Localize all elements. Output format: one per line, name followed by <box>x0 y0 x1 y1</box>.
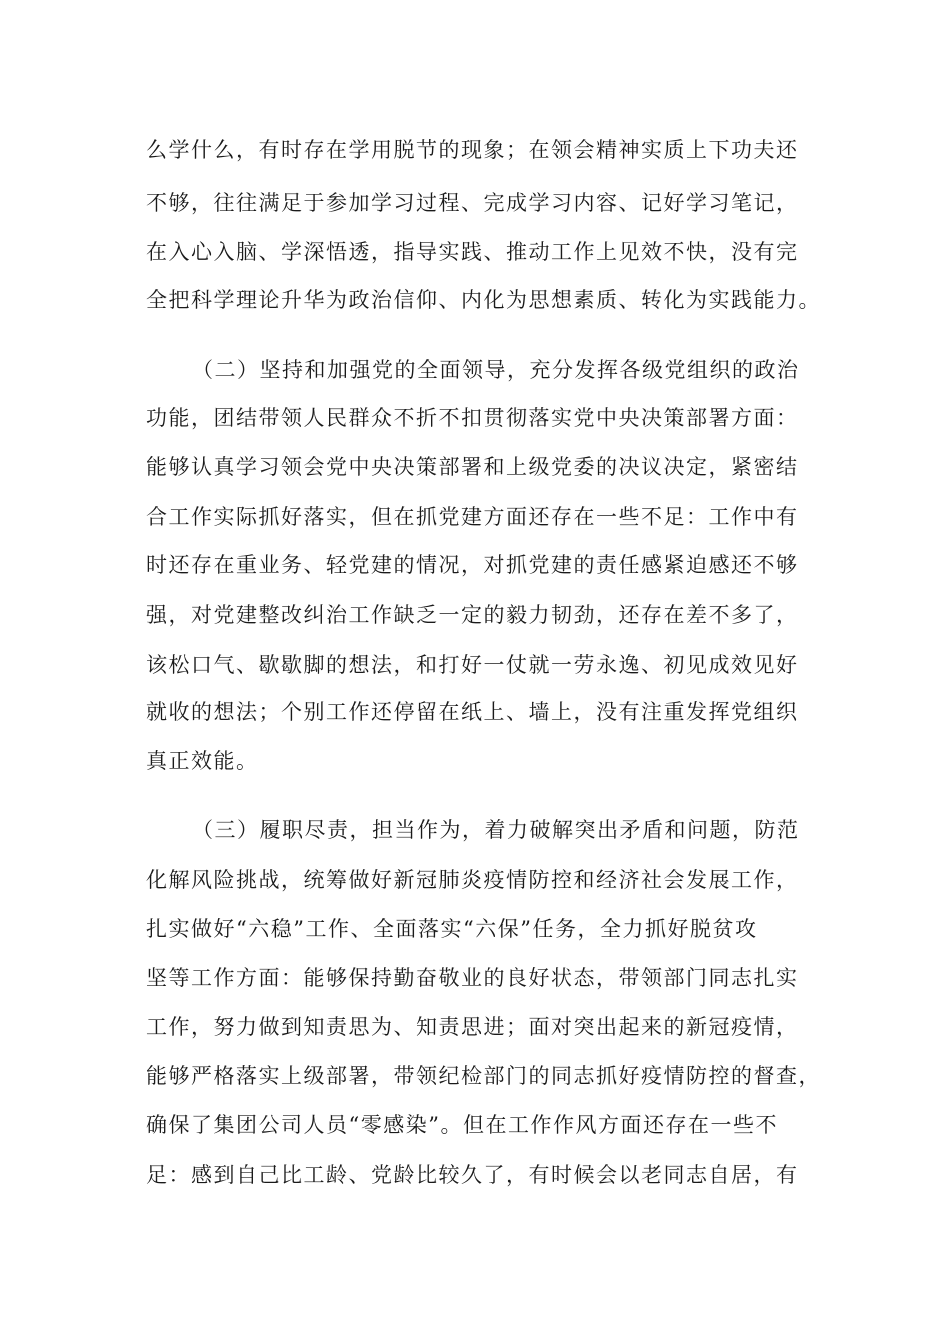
text-line: 扎实做好“六稳”工作、全面落实“六保”任务，全力抓好脱贫攻 <box>146 917 758 941</box>
text-line: 么学什么，有时存在学用脱节的现象；在领会精神实质上下功夫还 <box>146 138 799 162</box>
text-line: 全把科学理论升华为政治信仰、内化为思想素质、转化为实践能力。 <box>146 288 821 312</box>
section-heading-line: （二）坚持和加强党的全面领导，充分发挥各级党组织的政治 <box>192 358 800 382</box>
text-line: 能够严格落实上级部署，带领纪检部门的同志抓好疫情防控的督查， <box>146 1064 821 1088</box>
text-line: 工作，努力做到知责思为、知责思进；面对突出起来的新冠疫情， <box>146 1015 799 1039</box>
text-line: 足：感到自己比工龄、党龄比较久了，有时候会以老同志自居，有 <box>146 1163 799 1187</box>
text-line: 化解风险挑战，统筹做好新冠肺炎疫情防控和经济社会发展工作， <box>146 868 799 892</box>
text-line: 该松口气、歇歇脚的想法，和打好一仗就一劳永逸、初见成效见好 <box>146 653 799 677</box>
text-line: 时还存在重业务、轻党建的情况，对抓党建的责任感紧迫感还不够 <box>146 553 799 577</box>
text-line: 不够，往往满足于参加学习过程、完成学习内容、记好学习笔记， <box>146 191 799 215</box>
section-heading-line: （三）履职尽责，担当作为，着力破解突出矛盾和问题，防范 <box>192 818 800 842</box>
text-line: 坚等工作方面：能够保持勤奋敬业的良好状态，带领部门同志扎实 <box>146 966 799 990</box>
text-line: 在入心入脑、学深悟透，指导实践、推动工作上见效不快，没有完 <box>146 240 799 264</box>
text-line: 功能，团结带领人民群众不折不扣贯彻落实党中央决策部署方面： <box>146 406 799 430</box>
text-line: 就收的想法；个别工作还停留在纸上、墙上，没有注重发挥党组织 <box>146 700 799 724</box>
text-line: 合工作实际抓好落实，但在抓党建方面还存在一些不足：工作中有 <box>146 505 799 529</box>
text-line: 真正效能。 <box>146 749 259 773</box>
text-line: 确保了集团公司人员“零感染”。但在工作作风方面还存在一些不 <box>146 1113 778 1137</box>
text-line: 强，对党建整改纠治工作缺乏一定的毅力韧劲，还存在差不多了， <box>146 603 799 627</box>
text-line: 能够认真学习领会党中央决策部署和上级党委的决议决定，紧密结 <box>146 455 799 479</box>
